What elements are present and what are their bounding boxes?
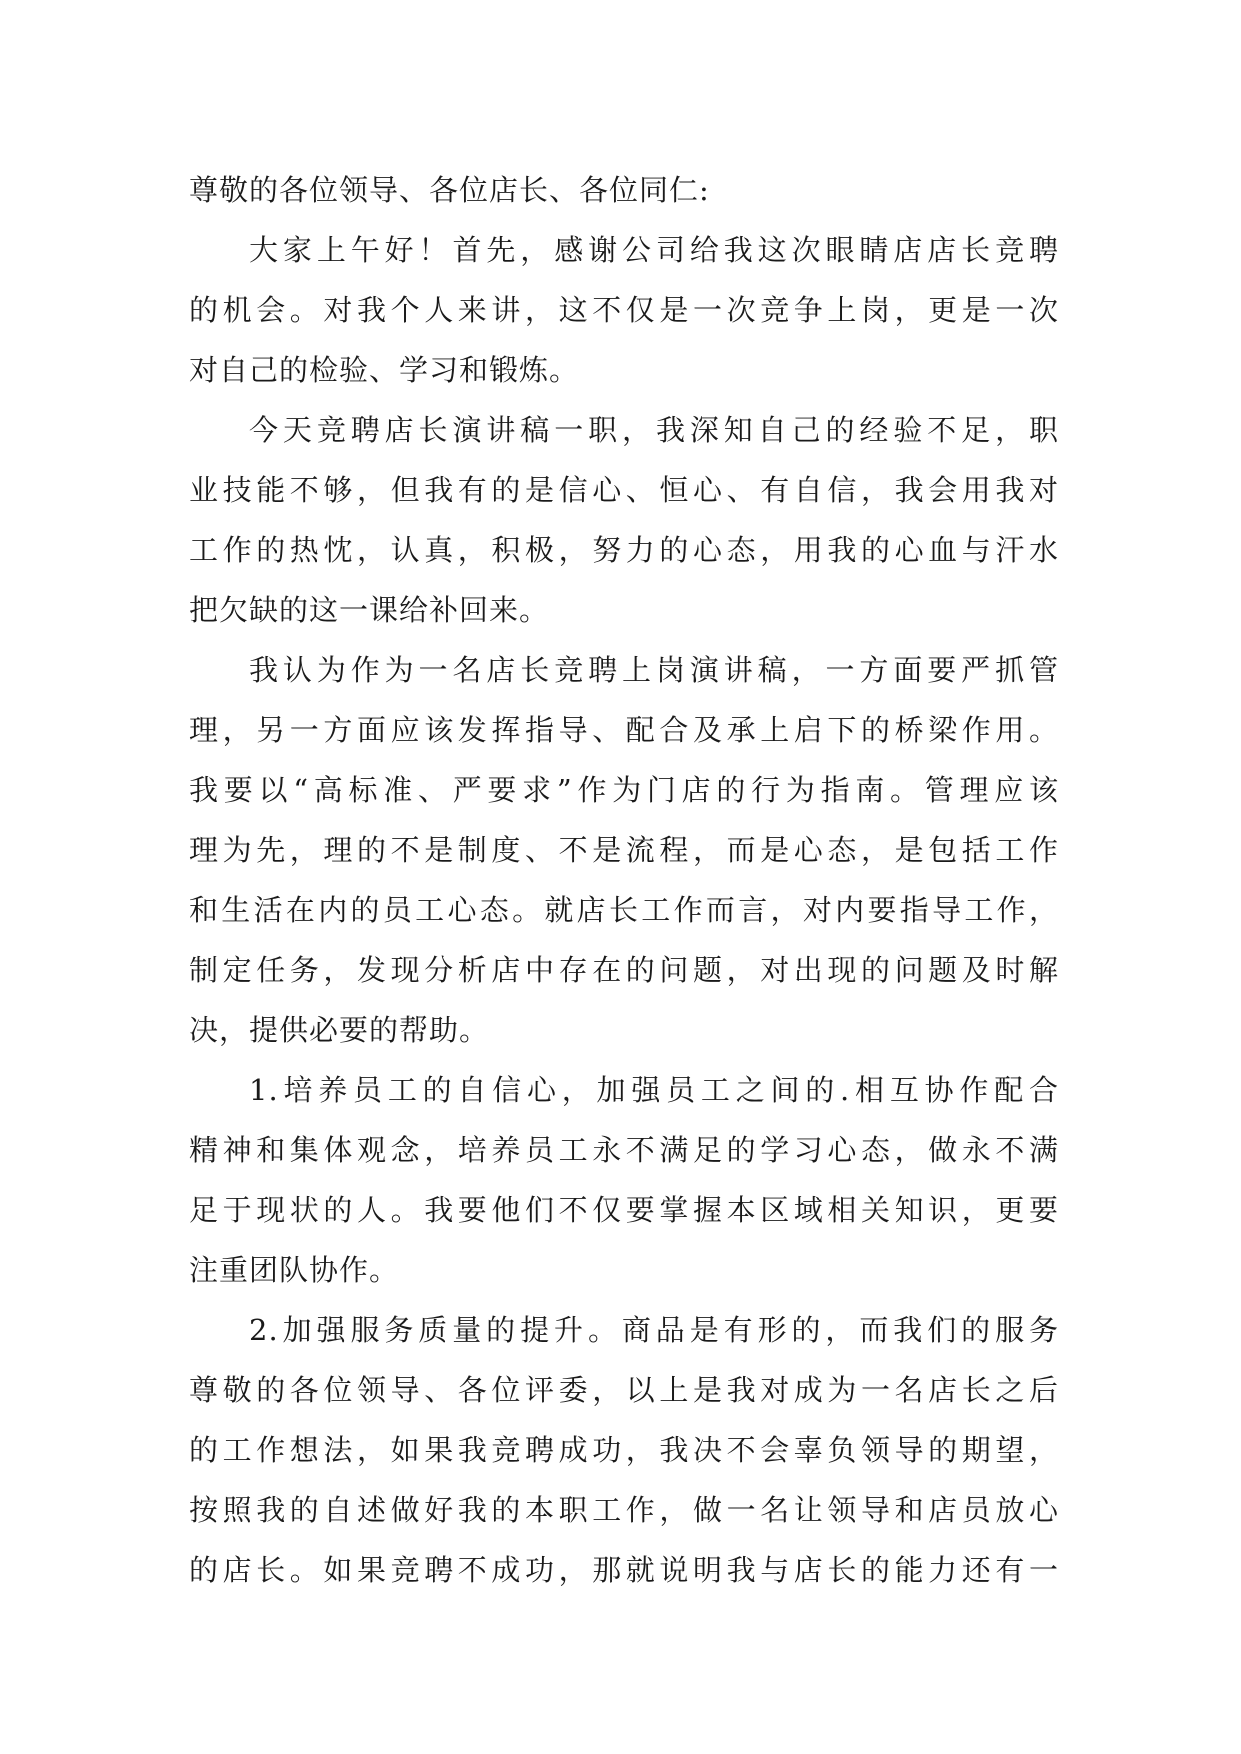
text-line: 工作的热忱，认真，积极，努力的心态，用我的心血与汗水 — [189, 533, 1059, 567]
text-line: 我认为作为一名店长竞聘上岗演讲稿，一方面要严抓管 — [249, 653, 1059, 687]
text-line: 和生活在内的员工心态。就店长工作而言，对内要指导工作， — [189, 893, 1059, 927]
text-line: 的机会。对我个人来讲，这不仅是一次竞争上岗，更是一次 — [189, 293, 1059, 327]
text-line: 大家上午好！首先，感谢公司给我这次眼睛店店长竞聘 — [249, 233, 1059, 267]
text-line: 注重团队协作。 — [189, 1253, 400, 1287]
text-line: 1.培养员工的自信心，加强员工之间的.相互协作配合 — [249, 1073, 1059, 1107]
text-line: 的店长。如果竞聘不成功，那就说明我与店长的能力还有一 — [189, 1553, 1059, 1587]
text-line: 理为先，理的不是制度、不是流程，而是心态，是包括工作 — [189, 833, 1059, 867]
text-line: 的工作想法，如果我竞聘成功，我决不会辜负领导的期望， — [189, 1433, 1059, 1467]
text-line: 今天竞聘店长演讲稿一职，我深知自己的经验不足，职 — [249, 413, 1059, 447]
text-line: 足于现状的人。我要他们不仅要掌握本区域相关知识，更要 — [189, 1193, 1059, 1227]
text-line: 理，另一方面应该发挥指导、配合及承上启下的桥梁作用。 — [189, 713, 1059, 747]
text-line: 2.加强服务质量的提升。商品是有形的，而我们的服务 — [249, 1313, 1059, 1347]
text-line: 我要以“高标准、严要求”作为门店的行为指南。管理应该 — [189, 773, 1059, 807]
text-line: 业技能不够，但我有的是信心、恒心、有自信，我会用我对 — [189, 473, 1059, 507]
document-body — [189, 160, 1059, 1600]
text-line: 尊敬的各位领导、各位店长、各位同仁: — [189, 173, 710, 207]
text-line: 决，提供必要的帮助。 — [189, 1013, 490, 1047]
text-line: 对自己的检验、学习和锻炼。 — [189, 353, 580, 387]
text-line: 尊敬的各位领导、各位评委，以上是我对成为一名店长之后 — [189, 1373, 1059, 1407]
text-line: 制定任务，发现分析店中存在的问题，对出现的问题及时解 — [189, 953, 1059, 987]
text-line: 按照我的自述做好我的本职工作，做一名让领导和店员放心 — [189, 1493, 1059, 1527]
text-line: 把欠缺的这一课给补回来。 — [189, 593, 550, 627]
text-line: 精神和集体观念，培养员工永不满足的学习心态，做永不满 — [189, 1133, 1059, 1167]
